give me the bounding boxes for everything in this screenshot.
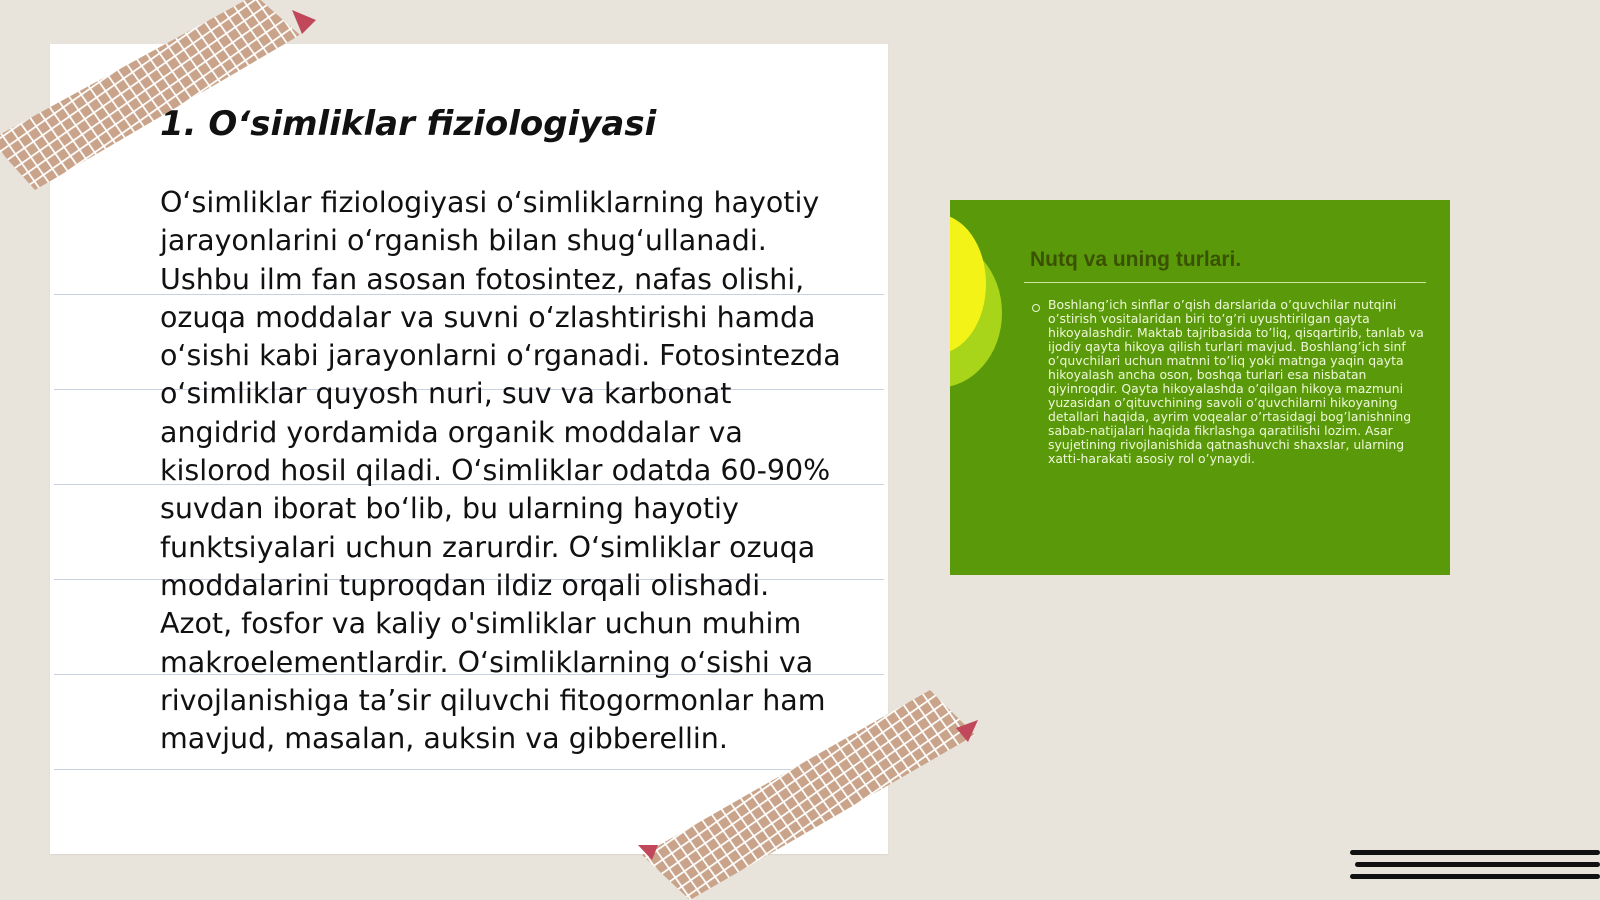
stroke-line — [1350, 874, 1600, 879]
body-paragraph: O‘simliklar fiziologiyasi o‘simliklarning hayotiy jarayonlarini o‘rganish bilan shug‘ullanadi. Ushbu ilm fan asosan fotosintez, nafas olishi, ozuqa moddalar va suvni o‘zlashtirishi hamda o‘sishi kabi jarayonlarni o‘rganadi. Fotosintezda o‘simliklar quyosh nuri, suv va karbonat angidrid yordamida organik moddalar va kislorod hosil qiladi. O‘simliklar odatda 60-90% suvdan iborat bo‘lib, bu ularning hayotiy funktsiyalari uchun zarurdir. O‘simliklar ozuqa moddalarini tuproqdan ildiz orqali olishadi. Azot, fosfor va kaliy o'simliklar uchun muhim makroelementlardir. O‘simliklarning o‘sishi va rivojlanishiga ta’sir qiluvchi fitogormonlar ham mavjud, masalan, auksin va gibberellin. — [160, 186, 841, 756]
slide-title: Nutq va uning turlari. — [1030, 248, 1242, 271]
page-title: 1. O‘simliklar fiziologiyasi — [160, 104, 657, 144]
slide-body-text: Boshlang’ich sinflar o’qish darslarida o’quvchilar nutqini o’stirish vositalaridan biri to’g’ri uyushtirilgan qayta hikoyalashdir. Maktab tajribasida to’liq, qisqartirib, tanlab va ijodiy qayta hikoya qilish turlari mavjud. Boshlang’ich sinf o’quvchilari uchun matnni to’liq yoki matnga yaqin qayta hikoyalash ancha oson, boshqa turlari esa nisbatan qiyinroqdir. Qayta hikoyalashda o’qilgan hikoya mazmuni yuzasidan o’qituvchining savoli o’quvchilarni hikoyaning detallari haqida, ayrim voqealar o’rtasidagi bog’lanishning sabab-natijalari haqida fikrlashga qaratilishi lozim. Asar syujetining rivojlanishida qatnashuvchi shaxslar, ularning xatti-harakati asosiy rol o’ynaydi. — [1048, 297, 1424, 466]
embedded-slide-image — [950, 200, 1450, 575]
slide-divider — [1024, 282, 1426, 283]
decorative-strokes — [1350, 850, 1600, 890]
stroke-line — [1355, 862, 1600, 867]
washi-tape-top-left — [0, 0, 340, 210]
pin-icon — [292, 10, 316, 34]
washi-tape-bottom — [630, 680, 1000, 900]
stroke-line — [1350, 850, 1600, 855]
bullet-icon — [1032, 304, 1040, 312]
